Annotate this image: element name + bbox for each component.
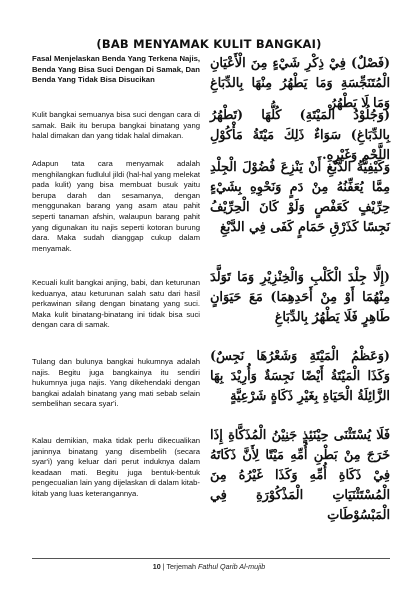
paragraph-kalau-demikian: Kalau demikian, maka tidak perlu dikecualikan janinnya binatang yang disembelih (secara syar'i) yang keluar dari perut induknya dalam keadaan mati. Begitu juga bentuk-bentuk pengecualian lain yang dijelaskan di dalam kitab-kitab yang luas keterangannya.	[32, 436, 200, 498]
paragraph-kecuali: Kecuali kulit bangkai anjing, babi, dan keturunan keduanya, atau keturunan salah satu dari hasil perkawinan silang dengan binatang yang suci. Maka kulit binatang-binatang ini tidak bisa suci dengan cara di samak.	[32, 278, 200, 330]
page-footer	[0, 562, 418, 571]
footer-separator: | Terjemah	[160, 562, 199, 571]
arabic-paragraph-kaifiyyah: وَكَيْفِيَّةُ الدَّبْغِ أَنْ يَنْزِعَ فُضُوْلَ الْجِلْدِ مِمَّا يُعَفِّنُهُ مِنْ دَمٍ وَنَحْوِهِ بِشَيْءٍ حِرِّيْفٍ كَعَفْصٍ وَلَوْ كَانَ الْحِرِّيْفُ نَجِسًا كَذَرْقِ حَمَامٍ كَفَى فِي الدَّبْغِ	[210, 160, 390, 235]
arabic-paragraph-fasal: (فَصْلٌ) فِيْ ذِكْرِ شَيْءٍ مِنَ الْأَعْيَانِ الْمُتَنَجِّسَةِ وَمَا يَطْهُرُ مِنْهَا بِالدِّبَاغِ وَمَا لَا يَطْهُرُ	[210, 56, 390, 111]
arabic-paragraph-adhm: (وَعَظْمُ الْمَيْتَةِ وَشَعْرُهَا نَجِسٌ) وَكَذَا الْمَيْتَةُ أَيْضًا نَجِسَةٌ وَأُرِيْدَ بِهَا الزَّائِلَةُ الْحَيَاةِ بِغَيْرِ ذَكَاةٍ شَرْعِيَّةٍ	[210, 349, 390, 404]
page-number: 10	[152, 562, 161, 571]
paragraph-kulit-bangkai: Kulit bangkai semuanya bisa suci dengan cara di samak. Baik itu berupa bangkai binatang yang halal dimakan dan yang tidak halal dimakan.	[32, 110, 200, 141]
paragraph-tulang-bulu: Tulang dan bulunya bangkai hukumnya adalah najis. Begitu juga bangkainya itu sendiri hukumnya juga najis. Yang dikehendaki dengan bangkai adalah binatang yang mati sebab selain sembelihan secara syar'i.	[32, 357, 200, 409]
paragraph-heading-fasal: Fasal Menjelaskan Benda Yang Terkena Najis, Benda Yang Bisa Suci Dengan Di Samak, Dan Benda Yang Tidak Bisa Disucikan	[32, 54, 200, 85]
arabic-paragraph-illa: (إِلَّا جِلْدَ الْكَلْبِ وَالْخِنْزِيْرِ وَمَا تَوَلَّدَ مِنْهُمَا أَوْ مِنْ أَحَدِهِمَا) مَعَ حَيَوَانٍ طَاهِرٍ فَلَا يَطْهُرُ بِالدِّبَاغِ	[210, 270, 390, 325]
book-title: Fathul Qarib Al-mujib	[198, 562, 266, 571]
arabic-paragraph-julud: (وَجُلُوْدُ الْمَيْتَةِ) كُلُّهَا (تَطْهُرُ بِالدِّبَاغِ) سَوَاءٌ ذَلِكَ مَيْتَةُ مَأْكُوْلِ اللَّحْمِ وَغَيْرِهِ.	[210, 108, 390, 163]
paragraph-tata-cara: Adapun tata cara menyamak adalah menghilangkan fudlulul jildi (hal-hal yang melekat pada kulit) yang bisa membuat busuk yaitu berupa darah dan sesamanya, dengan menggunakan barang yang asam atau pahit seperti tanaman afshin, walaupun barang pahit yang digunakan itu najis seperti kotoran burung dara. Maka sudah dianggap cukup dalam menyamak.	[32, 159, 200, 253]
footer-divider	[32, 558, 390, 559]
page-title: (BAB MENYAMAK KULIT BANGKAI)	[96, 37, 322, 51]
arabic-paragraph-fala: فَلَا يُسْتَثْنَى حِيْنَئِذٍ جَنِيْنُ الْمُذَكَّاةِ إِذَا خَرَجَ مِنْ بَطْنِ أُمِّهِ مَيْتًا لِأَنَّ ذَكَاتَهُ فِيْ ذَكَاةِ أُمِّهِ وَكَذَا غَيْرُهُ مِنَ الْمُسْتَثْنَيَاتِ الْمَذْكُوْرَةِ فِي الْمَبْسُوْطَاتِ	[210, 428, 390, 523]
